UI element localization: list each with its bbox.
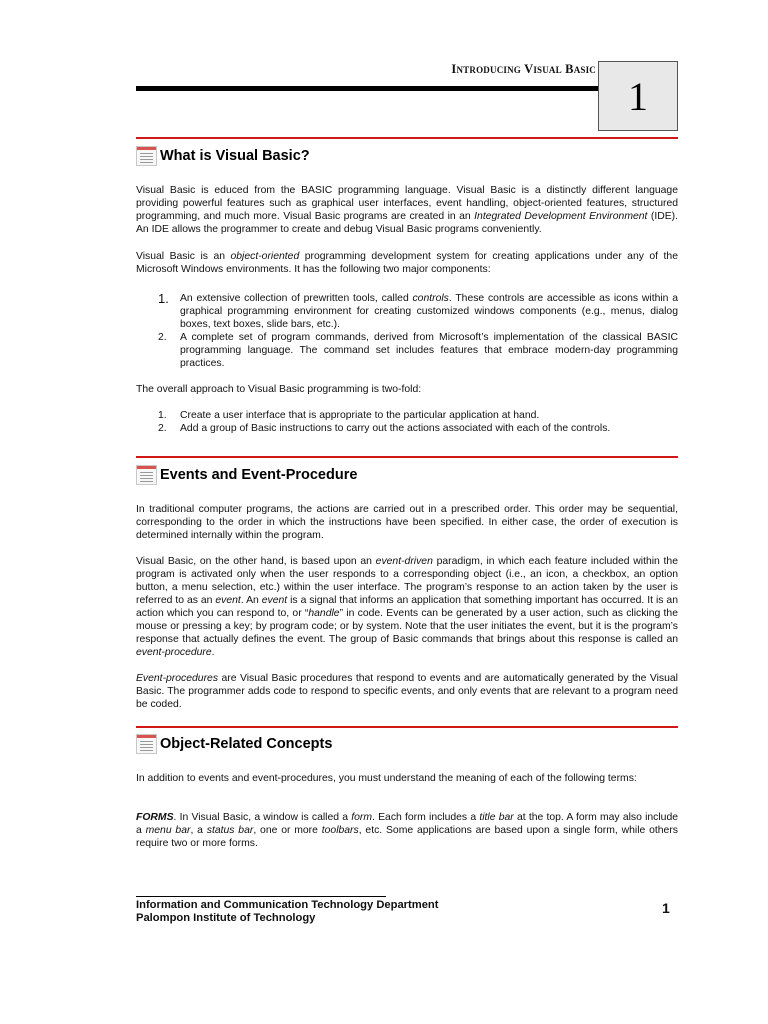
paragraph: In traditional computer programs, the actions are carried out in a prescribed order. This order may be sequential, corresponding to the order in which the instructions have been specified. In either case, the order of execution is determined internally within the program. [136, 504, 678, 541]
section-heading [136, 462, 357, 488]
document-icon [136, 465, 157, 485]
paragraph: Visual Basic, on the other hand, is based upon an event-driven paradigm, in which each feature included within the program is activated only when the user responds to a corresponding object (i.e., an icon, a checkbox, an option button, a menu selection, etc.) within the user interface. The program’s response to an action taken by the user is referred to as an event. An event is a signal that informs an application that something important has occurred. It is an action which you can respond to, or “handle” in code. Events can be generated by a user action, such as clicking the mouse or pressing a key; by program code; or by system. Note that the user initiates the event, but it is the program’s response that actually defines the event. The group of Basic commands that brings about this response is called an event-procedure. [136, 556, 678, 658]
list-item: 2. Add a group of Basic instructions to carry out the actions associated with each of the controls. [158, 423, 611, 434]
page-number: 1 [662, 900, 670, 916]
section-heading [136, 143, 310, 169]
section-heading [136, 731, 332, 757]
section-heading-text: What is Visual Basic? [160, 148, 310, 164]
header-rule [136, 86, 598, 91]
section-divider [136, 456, 678, 458]
section-divider [136, 137, 678, 139]
paragraph: Event-procedures are Visual Basic procedures that respond to events and are automatically generated by the Visual Basic. The programmer adds code to respond to specific events, and only events that are relevant to a program need be coded. [136, 673, 678, 710]
paragraph: Visual Basic is educed from the BASIC programming language. Visual Basic is a distinctly different language providing powerful features such as graphical user interfaces, event handling, object-oriented features, structured programming, and much more. Visual Basic programs are created in an Integrated Development Environment (IDE). An IDE allows the programmer to create and debug Visual Basic programs conveniently. [136, 185, 679, 235]
list-item: 1. An extensive collection of prewritten tools, called controls. These controls are accessible as icons within a graphical programming environment for creating customized windows components (e.g., menus, dialog boxes, text boxes, slide bars, etc.). [158, 291, 678, 330]
document-icon [136, 734, 157, 754]
section-divider [136, 726, 678, 728]
document-icon [136, 146, 157, 166]
section-heading-text: Events and Event-Procedure [160, 467, 358, 483]
list-item: 1. Create a user interface that is appropriate to the particular application at hand. [158, 410, 540, 421]
paragraph: The overall approach to Visual Basic programming is two-fold: [136, 384, 422, 395]
paragraph: FORMS. In Visual Basic, a window is called a form. Each form includes a title bar at the top. A form may also include a menu bar, a status bar, one or more toolbars, etc. Some applications are based upon a single form, while others require two or more forms. [136, 812, 679, 849]
list-item: 2. A complete set of program commands, derived from Microsoft’s implementation of the classical BASIC programming language. The command set includes features that embrace modern-day programming practices. [158, 332, 678, 369]
paragraph: In addition to events and event-procedures, you must understand the meaning of each of the following terms: [136, 773, 637, 784]
running-header-title: Introducing Visual Basic [451, 62, 596, 76]
paragraph: Visual Basic is an object-oriented programming development system for creating applications under any of the Microsoft Windows environments. It has the following two major components: [136, 251, 678, 275]
footer-rule [136, 896, 386, 897]
footer-department: Information and Communication Technology Department [136, 899, 439, 911]
footer-institution: Palompon Institute of Technology [136, 912, 316, 924]
chapter-number-box: 1 [598, 61, 678, 131]
section-heading-text: Object-Related Concepts [160, 736, 333, 752]
footer [136, 899, 439, 925]
